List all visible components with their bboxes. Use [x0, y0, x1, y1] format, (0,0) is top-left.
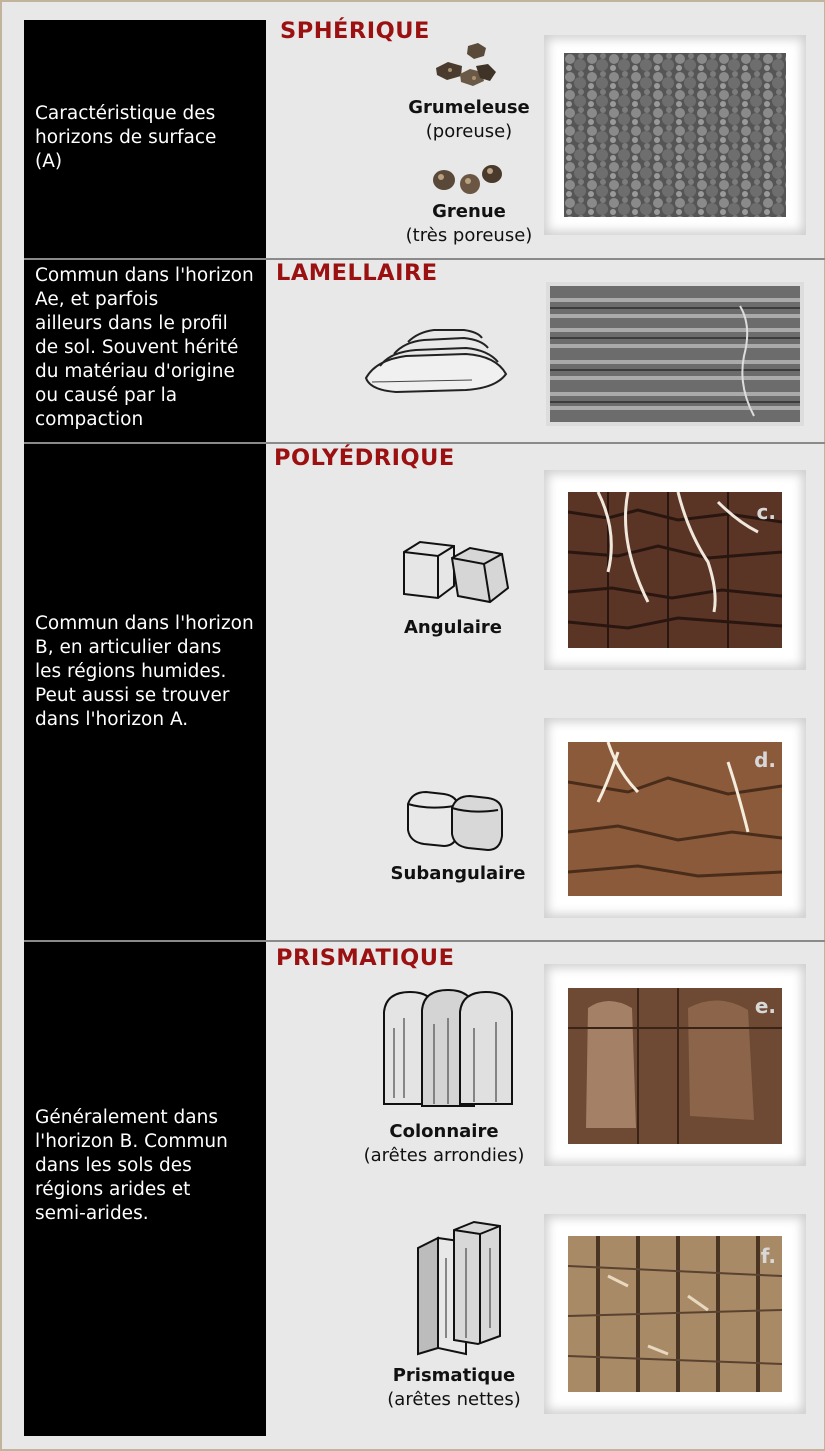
- type-subtitle: (poreuse): [425, 121, 513, 142]
- type-label: [394, 200, 544, 248]
- type-subtitle: (très poreuse): [405, 225, 533, 246]
- type-label: [374, 1364, 534, 1412]
- soil-photo-angular: [544, 470, 806, 670]
- prismatic-structure-icon: [404, 1218, 504, 1358]
- photo-letter: e.: [754, 994, 776, 1018]
- soil-photo-prismatic: [544, 1214, 806, 1414]
- type-name: Grumeleuse: [408, 97, 530, 118]
- section-heading: POLYÉDRIQUE: [274, 445, 455, 471]
- columnar-structure-icon: [378, 988, 518, 1116]
- photo-letter: c.: [756, 500, 776, 524]
- platy-structure-icon: [360, 320, 510, 398]
- section-description: Commun dans l'horizon Ae, et parfois ailleurs dans le profil de sol. Souvent hérité du matériau d'origine ou causé par la compaction: [35, 265, 254, 430]
- section-heading: LAMELLAIRE: [276, 260, 438, 286]
- type-subtitle: (arêtes arrondies): [363, 1145, 525, 1166]
- section-heading: PRISMATIQUE: [276, 945, 455, 971]
- type-name: Grenue: [432, 201, 506, 222]
- soil-photo-columnar: [544, 964, 806, 1166]
- type-name: Angulaire: [403, 617, 502, 638]
- soil-photo-platy: [546, 282, 804, 426]
- type-name: Subangulaire: [390, 863, 526, 884]
- subangular-blocky-icon: [402, 786, 508, 854]
- type-label: [354, 1120, 534, 1168]
- section-description: Caractéristique des horizons de surface (A): [35, 103, 217, 172]
- soil-photo-granular: [544, 35, 806, 235]
- photo-letter: d.: [754, 748, 776, 772]
- crumb-aggregates-icon: [430, 40, 500, 96]
- angular-blocky-icon: [400, 536, 512, 608]
- description-column: [24, 20, 266, 258]
- description-column: [24, 260, 266, 442]
- description-column: [24, 444, 266, 940]
- type-label: [378, 862, 538, 886]
- type-name: Prismatique: [392, 1365, 516, 1386]
- type-name: Colonnaire: [389, 1121, 499, 1142]
- section-description: Généralement dans l'horizon B. Commun dans les sols des régions arides et semi-arides.: [35, 1107, 228, 1224]
- soil-photo-subangular: [544, 718, 806, 918]
- section-description: Commun dans l'horizon B, en articulier dans les régions humides. Peut aussi se trouver dans l'horizon A.: [35, 613, 254, 730]
- description-column: [24, 942, 266, 1436]
- section-heading: SPHÉRIQUE: [280, 18, 430, 44]
- type-subtitle: (arêtes nettes): [387, 1389, 521, 1410]
- type-label: [378, 616, 528, 640]
- type-label: [394, 96, 544, 144]
- photo-letter: f.: [760, 1244, 776, 1268]
- granular-aggregates-icon: [430, 160, 508, 196]
